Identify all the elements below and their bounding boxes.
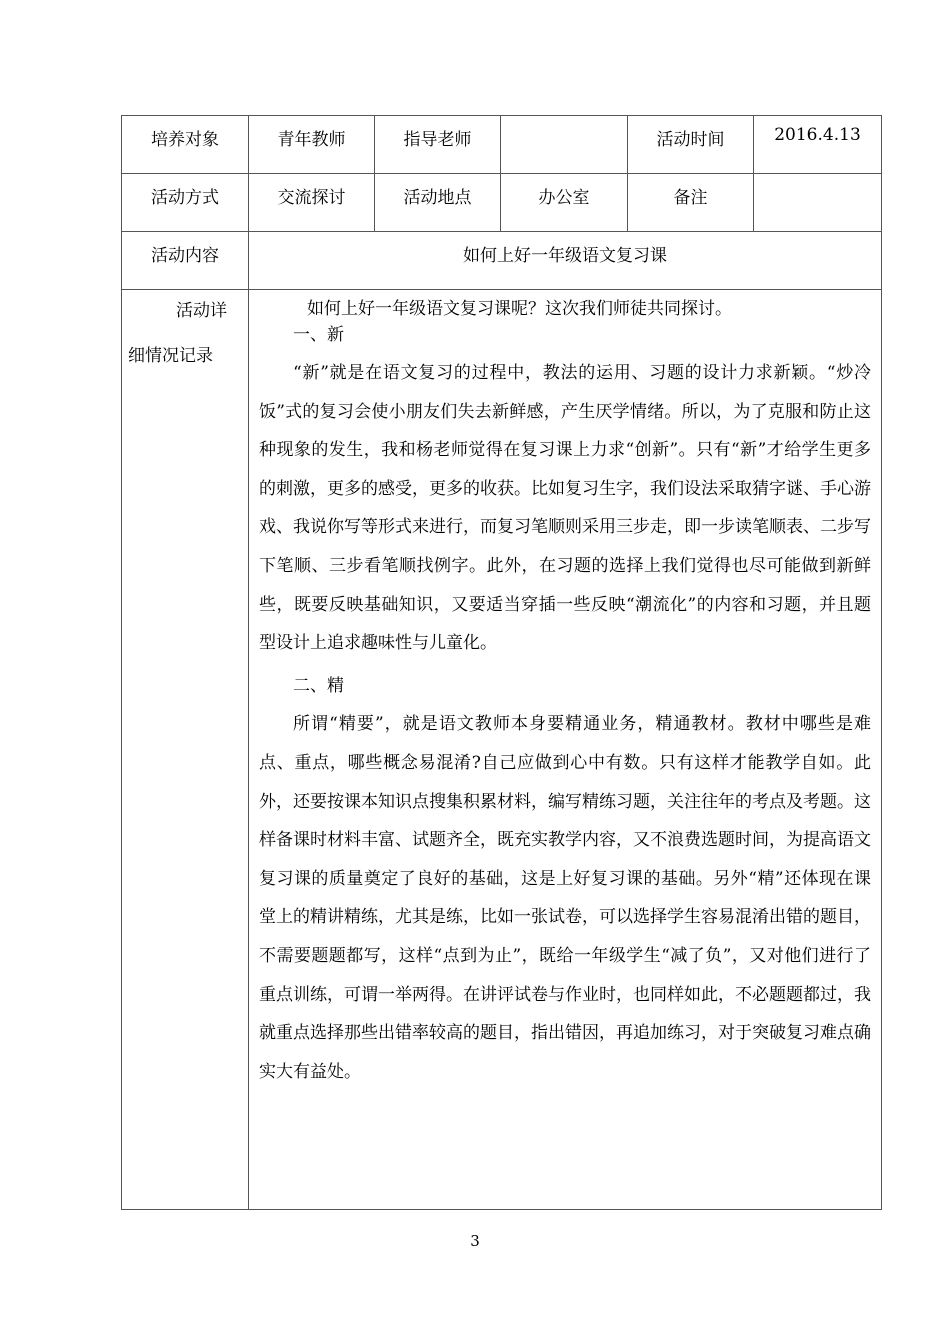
table-row	[122, 232, 882, 290]
table-row	[122, 290, 882, 1210]
mentor-label-cell	[375, 116, 501, 174]
mentor-label: 指导老师	[403, 130, 472, 150]
place-label-cell	[375, 174, 501, 232]
content-value: 如何上好一年级语文复习课	[463, 246, 667, 266]
mentor-value	[501, 116, 627, 125]
section2-text: 所谓“精要”，就是语文教师本身要精通业务，精通教材。教材中哪些是难点、重点，哪些概念易混淆?自己应做到心中有数。只有这样才能教学自如。此外，还要按课本知识点搜集积累材料，编写精练习题，关注往年的考点及考题。这样备课时材料丰富、试题齐全，既充实教学内容，又不浪费选题时间，为提高语文复习课的质量奠定了良好的基础，这是上好复习课的基础。另外“精”还体现在课堂上的精讲精练，尤其是练，比如一张试卷，可以选择学生容易混淆出错的题目，不需要题题都写，这样“点到为止”，既给一年级学生“减了负”，又对他们进行了重点训练，可谓一举两得。在讲评试卷与作业时，也同样如此，不必题题都过，我就重点选择那些出错率较高的题目，指出错因，再追加练习，对于突破复习难点确实大有益处。	[259, 714, 871, 1082]
mentor-value-cell	[501, 116, 628, 174]
note-value-cell	[754, 174, 882, 232]
content-label: 活动内容	[151, 246, 219, 266]
note-label-cell	[628, 174, 754, 232]
record-label-line2: 细情况记录	[128, 346, 213, 366]
method-value: 交流探讨	[277, 188, 346, 208]
target-value-cell	[249, 116, 375, 174]
section2-title: 二、精	[293, 675, 344, 696]
time-label-cell	[628, 116, 754, 174]
method-label-cell	[122, 174, 249, 232]
method-label: 活动方式	[151, 188, 219, 208]
section1-text: “新”就是在语文复习的过程中，教法的运用、习题的设计力求新颖。“炒冷饭”式的复习会使小朋友们失去新鲜感，产生厌学情绪。所以，为了克服和防止这种现象的发生，我和杨老师觉得在复习课上力求“创新”。只有“新”才给学生更多的刺激，更多的感受，更多的收获。比如复习生字，我们设法采取猜字谜、手心游戏、我说你写等形式来进行，而复习笔顺则采用三步走，即一步读笔顺表、二步写下笔顺、三步看笔顺找例字。此外，在习题的选择上我们觉得也尽可能做到新鲜些，既要反映基础知识，又要适当穿插一些反映“潮流化”的内容和习题，并且题型设计上追求趣味性与儿童化。	[259, 363, 871, 654]
target-value: 青年教师	[277, 130, 346, 150]
place-label: 活动地点	[403, 188, 472, 208]
activity-record-table	[121, 115, 882, 1210]
target-label: 培养对象	[151, 130, 219, 150]
record-content-cell	[249, 290, 882, 1210]
method-value-cell	[249, 174, 375, 232]
record-label-line1: 活动详	[176, 301, 227, 321]
table-row	[122, 116, 882, 174]
place-value-cell	[501, 174, 628, 232]
record-intro: 如何上好一年级语文复习课呢？这次我们师徒共同探讨。	[307, 299, 732, 319]
target-label-cell	[122, 116, 249, 174]
table-row	[122, 174, 882, 232]
time-value-cell	[754, 116, 882, 174]
note-value	[754, 174, 881, 183]
section1-title: 一、新	[293, 325, 344, 345]
time-value: 2016.4.13	[774, 125, 861, 145]
place-value: 办公室	[538, 188, 590, 208]
note-label: 备注	[673, 188, 708, 208]
page-number: 3	[470, 1232, 480, 1250]
content-value-cell	[249, 232, 882, 290]
content-label-cell	[122, 232, 249, 290]
record-label-cell	[122, 290, 249, 1210]
time-label: 活动时间	[656, 130, 725, 150]
